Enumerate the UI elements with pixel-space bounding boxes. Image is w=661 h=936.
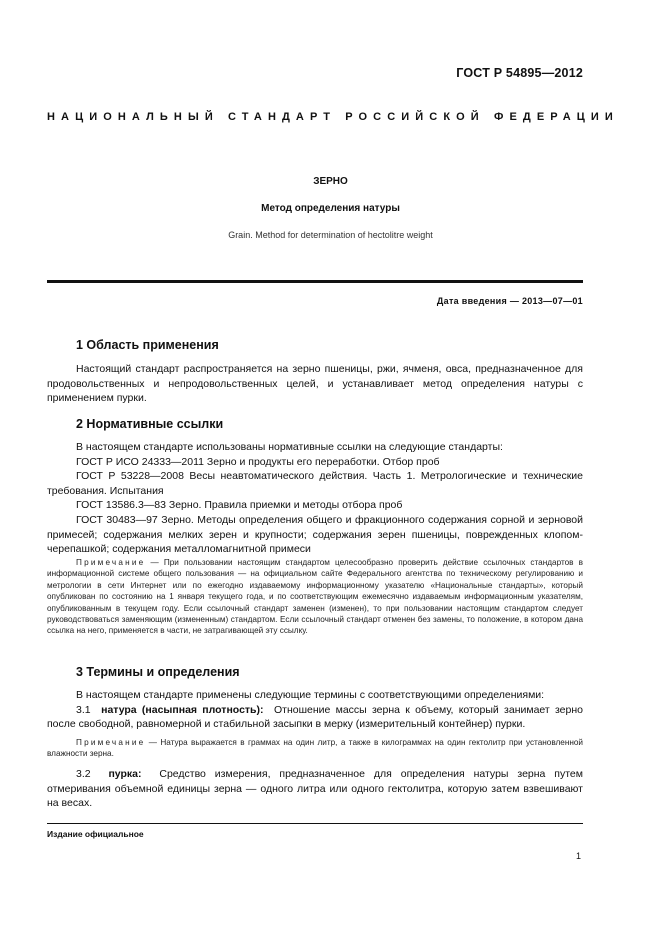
note-text: — При пользовании настоящим стандартом целесообразно проверить действие ссылочных стандартов в информационной системе общего пользования — на официальном сайте Федерального агентства по техническому регулированию и метрологии в сети Интернет или по ежегодно издаваемому информационному указателю «Национальные стандарты», который опубликован по состоянию на 1 января текущего года, и по соответствующим ежемесячно издаваемым информационным указателям, опубликованным в текущем году. Если ссылочный стандарт заменен (изменен), то при пользовании настоящим стандартом следует руководствоваться заменяющим (измененным) стандартом. Если ссылочный стандарт отменен без замены, то положение, в котором дана ссылка на него, применяется в части, не затрагивающей эту ссылку. (47, 558, 583, 636)
standard-id: ГОСТ Р 54895—2012 (456, 66, 583, 80)
national-standard-banner: НАЦИОНАЛЬНЫЙ СТАНДАРТ РОССИЙСКОЙ ФЕДЕРАЦИИ (47, 111, 619, 123)
footer-divider (47, 823, 583, 824)
term-number: 3.1 (76, 703, 91, 716)
page-number: 1 (575, 851, 581, 861)
section-1-heading: 1 Область применения (76, 338, 219, 352)
document-title: ЗЕРНО (313, 176, 348, 187)
term-definition: Отношение массы зерна к объему, который занимает зерно после свободной, равномерной и стабильной засыпки в мерку (измерительный контейнер) пурки. (47, 703, 583, 731)
thick-divider (47, 280, 583, 283)
document-subtitle: Метод определения натуры (261, 203, 400, 214)
note-label: Примечание (76, 558, 146, 567)
section-2-intro: В настоящем стандарте использованы нормативные ссылки на следующие стандарты: (76, 441, 503, 453)
reference-item: ГОСТ 30483—97 Зерно. Методы определения общего и фракционного содержания сорной и зерновой примесей; содержания мелких зерен и крупности; содержания зерен пшеницы, поврежденных клопом-черепашкой; содержания металломагнитной примеси (47, 513, 583, 556)
reference-item: ГОСТ Р 53228—2008 Весы неавтоматического действия. Часть 1. Метрологические и технические требования. Испытания (47, 470, 583, 497)
section-2-heading: 2 Нормативные ссылки (76, 417, 224, 431)
introduction-date: Дата введения — 2013—07—01 (436, 296, 583, 306)
term-name: натура (насыпная плотность): (101, 703, 264, 716)
reference-item: ГОСТ 13586.3—83 Зерно. Правила приемки и методы отбора проб (76, 499, 403, 512)
section-2-body (47, 440, 583, 557)
note-text: — Натура выражается в граммах на один литр, а также в килограммах на один гектолитр при установленной влажности зерна. (47, 738, 583, 759)
edition-label: Издание официальное (47, 829, 144, 839)
note-label: Примечание (76, 738, 146, 747)
term-definition: Средство измерения, предназначенное для определения натуры зерна путем отмеривания объемной единицы зерна — одного литра или одного гектолитра, которую затем взвешивают на весах. (47, 768, 583, 810)
section-2-note (47, 557, 583, 637)
term-name: пурка: (108, 768, 142, 780)
term-number: 3.2 (76, 768, 91, 780)
section-3-note (47, 737, 583, 760)
section-3-term-2 (47, 767, 583, 811)
section-3-body (47, 688, 583, 732)
section-1-paragraph: Настоящий стандарт распространяется на зерно пшеницы, ржи, ячменя, овса, предназначенное для продовольственных и непродовольственных целей, и устанавливает метод определения натуры с применением пурки. (47, 363, 583, 405)
section-3-heading: 3 Термины и определения (76, 665, 240, 679)
section-1-text (47, 362, 583, 406)
section-3-intro: В настоящем стандарте применены следующие термины с соответствующими определениями: (76, 689, 545, 701)
english-title: Grain. Method for determination of hectolitre weight (228, 230, 433, 240)
reference-item: ГОСТ Р ИСО 24333—2011 Зерно и продукты его переработки. Отбор проб (76, 455, 440, 468)
